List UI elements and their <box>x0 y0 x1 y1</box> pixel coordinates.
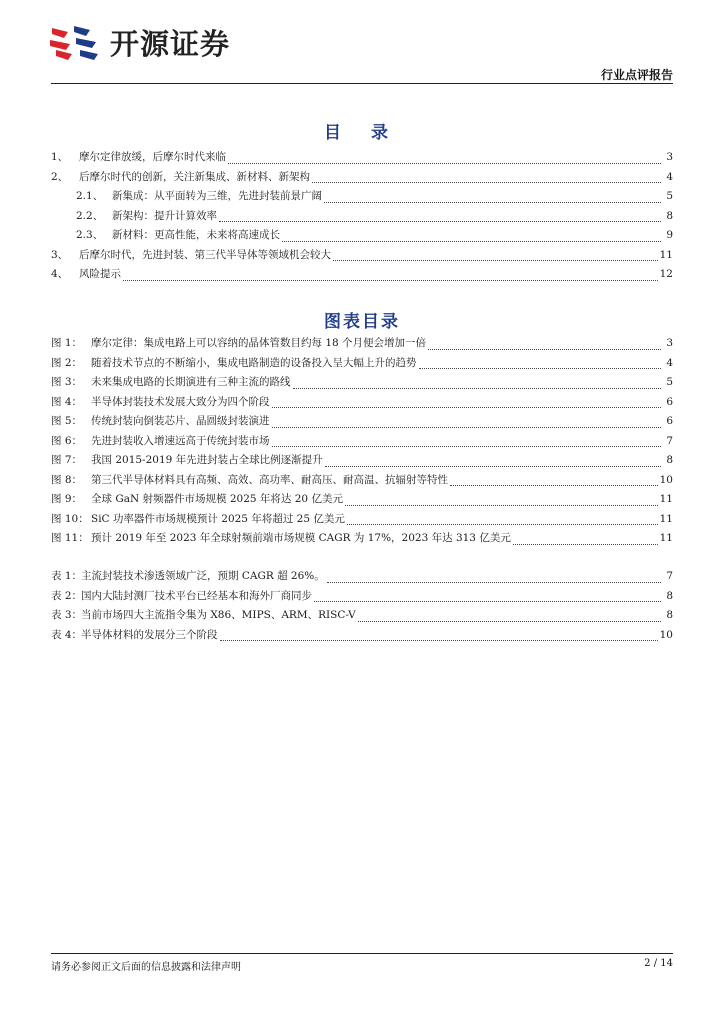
figure-entry-title: 半导体封装技术发展大致分为四个阶段 <box>91 395 270 408</box>
table-entry-page: 7 <box>666 570 673 582</box>
toc-entry[interactable] <box>51 266 673 286</box>
figure-entry-page: 8 <box>666 454 673 466</box>
dot-leader <box>347 524 658 525</box>
figure-entry-page: 7 <box>666 434 673 447</box>
figure-entry-number: 图 9： <box>51 493 83 505</box>
toc-entry-page: 4 <box>666 170 673 183</box>
toc-entry[interactable] <box>51 227 673 247</box>
dot-leader <box>513 544 658 545</box>
figure-entry-title: SiC 功率器件市场规模预计 2025 年将超过 25 亿美元 <box>91 512 345 525</box>
dot-leader <box>272 446 662 447</box>
figure-entry-page: 4 <box>666 356 673 369</box>
toc-entry-title: 新集成：从平面转为三维，先进封装前景广阔 <box>112 190 322 202</box>
toc-entry-title: 新架构：提升计算效率 <box>112 209 217 222</box>
figure-list-title: 图表目录 <box>324 312 400 332</box>
figure-entry-number: 图 1： <box>51 337 83 349</box>
table-entry-title: 半导体材料的发展分三个阶段 <box>81 628 218 641</box>
figure-entry-number: 图 8： <box>51 473 83 486</box>
toc-entry[interactable] <box>51 247 673 267</box>
table-list <box>51 568 673 646</box>
figure-entry[interactable] <box>51 394 673 414</box>
figure-entry-page: 11 <box>659 512 673 525</box>
toc-entry[interactable] <box>51 208 673 228</box>
figure-entry-title: 摩尔定律：集成电路上可以容纳的晶体管数目约每 18 个月便会增加一倍 <box>91 337 427 349</box>
table-entry-page: 8 <box>666 609 673 621</box>
toc-entry-page: 5 <box>666 190 673 202</box>
figure-entry-number: 图 11： <box>51 532 89 544</box>
dot-leader <box>314 601 661 602</box>
figure-entry-page: 5 <box>666 376 673 388</box>
dot-leader <box>293 388 662 389</box>
figure-entry-number: 图 7： <box>51 454 83 466</box>
table-entry-number: 表 3： <box>51 609 83 621</box>
logo-mark-icon <box>46 20 108 64</box>
dot-leader <box>312 182 661 183</box>
figure-entry-title: 先进封装收入增速远高于传统封装市场 <box>91 434 270 447</box>
toc-entry-number: 1、 <box>51 151 69 163</box>
dot-leader <box>428 349 661 350</box>
figure-entry-number: 图 3： <box>51 376 83 388</box>
figure-entry-number: 图 2： <box>51 356 83 369</box>
table-entry-title: 国内大陆封测厂技术平台已经基本和海外厂商同步 <box>81 589 312 602</box>
figure-entry-title: 第三代半导体材料具有高频、高效、高功率、耐高压、耐高温、抗辐射等特性 <box>91 473 448 486</box>
toc-entry-number: 2.3、 <box>76 229 104 241</box>
dot-leader <box>228 163 661 164</box>
figure-entry[interactable] <box>51 452 673 472</box>
header-divider <box>51 83 673 84</box>
figure-entry-title: 随着技术节点的不断缩小，集成电路制造的设备投入呈大幅上升的趋势 <box>91 356 417 369</box>
dot-leader <box>345 505 658 506</box>
figure-entry-page: 11 <box>659 532 673 544</box>
figure-entry[interactable] <box>51 491 673 511</box>
toc-entry-title: 新材料：更高性能，未来将高速成长 <box>112 229 280 241</box>
table-entry-title: 当前市场四大主流指令集为 X86、MIPS、ARM、RISC-V <box>81 609 356 621</box>
figure-entry[interactable] <box>51 335 673 355</box>
toc-entry[interactable] <box>51 188 673 208</box>
toc-entry-number: 2.1、 <box>76 190 104 202</box>
toc-entry-number: 4、 <box>51 268 69 280</box>
figure-entry-title: 传统封装向倒装芯片、晶圆级封装演进 <box>91 415 270 427</box>
table-entry-number: 表 4： <box>51 628 83 641</box>
figure-entry[interactable] <box>51 511 673 531</box>
toc-entry-page: 8 <box>666 209 673 222</box>
table-entry[interactable] <box>51 607 673 627</box>
figure-entry-title: 我国 2015-2019 年先进封装占全球比例逐渐提升 <box>91 454 323 466</box>
toc-entry[interactable] <box>51 169 673 189</box>
dot-leader <box>324 202 661 203</box>
figure-entry[interactable] <box>51 530 673 550</box>
figure-entry-number: 图 6： <box>51 434 83 447</box>
toc-entry[interactable] <box>51 149 673 169</box>
toc-entry-number: 2、 <box>51 170 69 183</box>
table-entry[interactable] <box>51 568 673 588</box>
figure-entry[interactable] <box>51 433 673 453</box>
dot-leader <box>282 241 661 242</box>
dot-leader <box>220 640 658 641</box>
toc-entry-page: 3 <box>666 151 673 163</box>
toc-entry-page: 11 <box>659 248 673 261</box>
toc-entry-title: 后摩尔时代，先进封装、第三代半导体等领域机会较大 <box>79 248 331 261</box>
logo-text: 开源证券 <box>110 26 231 61</box>
dot-leader <box>219 221 661 222</box>
figure-entry-page: 3 <box>666 337 673 349</box>
toc-title: 目 录 <box>324 123 400 143</box>
dot-leader <box>419 368 662 369</box>
toc-entry-page: 12 <box>659 268 673 280</box>
figure-entry-number: 图 5： <box>51 415 83 427</box>
dot-leader <box>327 582 661 583</box>
toc-list <box>51 149 673 286</box>
table-entry-number: 表 2： <box>51 589 83 602</box>
table-entry[interactable] <box>51 627 673 647</box>
dot-leader <box>272 407 662 408</box>
table-entry-number: 表 1： <box>51 570 83 582</box>
figure-entry-page: 6 <box>666 415 673 427</box>
table-entry-title: 主流封装技术渗透领域广泛，预期 CAGR 超 26%。 <box>81 570 325 582</box>
figure-entry-title: 未来集成电路的长期演进有三种主流的路线 <box>91 376 291 388</box>
page-indicator: 2 / 14 <box>644 958 673 969</box>
toc-entry-number: 3、 <box>51 248 69 261</box>
figure-entry-page: 6 <box>666 395 673 408</box>
figure-entry[interactable] <box>51 472 673 492</box>
figure-entry[interactable] <box>51 355 673 375</box>
table-entry[interactable] <box>51 588 673 608</box>
dot-leader <box>358 621 661 622</box>
footer-divider <box>51 953 673 954</box>
figure-entry-number: 图 4： <box>51 395 83 408</box>
footer-disclaimer: 请务必参阅正文后面的信息披露和法律声明 <box>51 962 241 973</box>
dot-leader <box>450 485 658 486</box>
toc-entry-title: 风险提示 <box>79 268 121 280</box>
dot-leader <box>333 260 658 261</box>
dot-leader <box>325 466 661 467</box>
report-type-label: 行业点评报告 <box>600 68 673 82</box>
figure-entry-title: 预计 2019 年至 2023 年全球射频前端市场规模 CAGR 为 17%，2023 年达 313 亿美元 <box>91 532 511 544</box>
figure-entry-title: 全球 GaN 射频器件市场规模 2025 年将达 20 亿美元 <box>91 493 343 505</box>
company-logo <box>46 20 230 64</box>
figure-entry-page: 11 <box>659 493 673 505</box>
figure-entry-page: 10 <box>659 473 673 486</box>
figure-list <box>51 335 673 550</box>
toc-entry-page: 9 <box>666 229 673 241</box>
dot-leader <box>272 427 662 428</box>
dot-leader <box>123 280 658 281</box>
toc-entry-title: 后摩尔时代的创新，关注新集成、新材料、新架构 <box>79 170 310 183</box>
figure-entry-number: 图 10： <box>51 512 89 525</box>
toc-entry-title: 摩尔定律放缓，后摩尔时代来临 <box>79 151 226 163</box>
table-entry-page: 8 <box>666 589 673 602</box>
figure-entry[interactable] <box>51 374 673 394</box>
figure-entry[interactable] <box>51 413 673 433</box>
toc-entry-number: 2.2、 <box>76 209 104 222</box>
table-entry-page: 10 <box>659 628 673 641</box>
